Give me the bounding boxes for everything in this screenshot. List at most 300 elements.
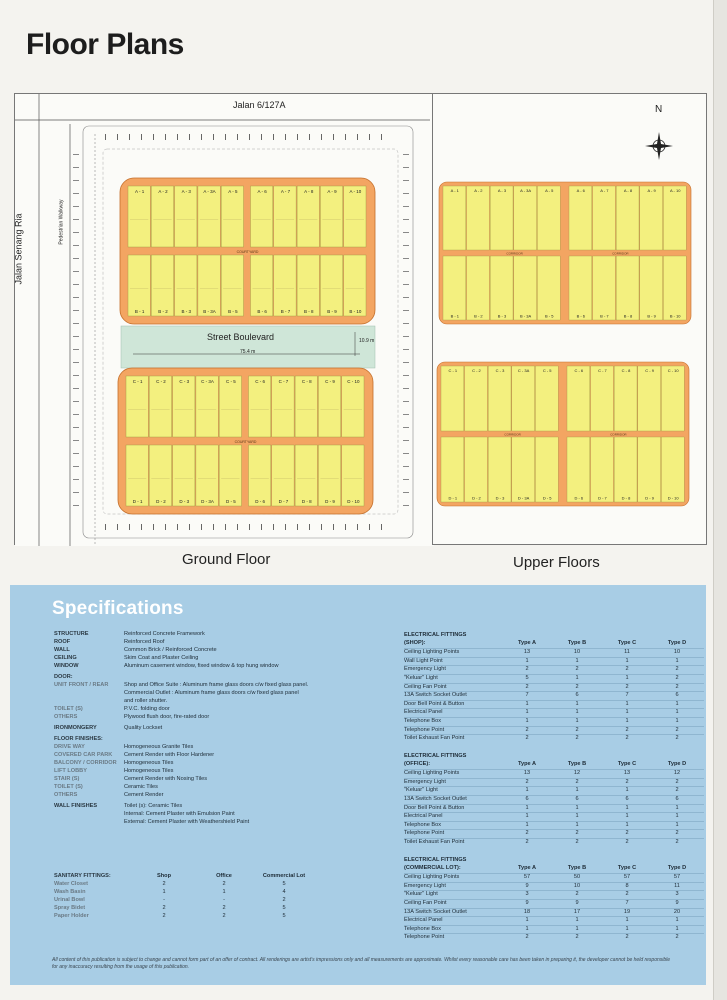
sanitary-value: 1 xyxy=(162,889,166,896)
elec-value: 1 xyxy=(575,657,579,664)
spec-row xyxy=(54,655,374,663)
elec-row xyxy=(404,795,704,804)
elec-col-header: Type B xyxy=(567,761,587,768)
unit-label: C - 3 xyxy=(179,379,190,384)
elec-item: Ceiling Fan Point xyxy=(404,683,447,690)
elec-item: Telephone Point xyxy=(404,934,445,941)
elec-heading-label: (OFFICE): xyxy=(404,761,431,768)
unit-cell xyxy=(128,255,150,316)
unit-label: D - 3A xyxy=(517,495,530,501)
sanitary-value: - xyxy=(223,897,225,904)
spec-key: OTHERS xyxy=(54,714,78,721)
elec-value: 1 xyxy=(525,657,529,664)
spec-row xyxy=(54,690,374,698)
spec-row xyxy=(54,682,374,690)
spec-row xyxy=(54,803,374,811)
elec-value: 5 xyxy=(525,674,529,681)
sanitary-value: 2 xyxy=(222,881,226,888)
unit-label: C - 5 xyxy=(225,379,236,384)
elec-row xyxy=(404,899,704,908)
unit-cell xyxy=(219,376,241,437)
elec-value: 1 xyxy=(575,917,579,924)
unit-label: A - 9 xyxy=(327,189,337,194)
elec-row xyxy=(404,829,704,838)
elec-item: Emergency Light xyxy=(404,666,446,673)
elec-value: 1 xyxy=(525,925,529,932)
electrical-shop-table xyxy=(404,631,704,743)
unit-cell xyxy=(467,256,490,320)
elec-value: 1 xyxy=(525,700,529,707)
spec-row xyxy=(54,674,374,682)
elec-col-header: Type C xyxy=(617,761,637,768)
elec-row xyxy=(404,657,704,666)
elec-value: 1 xyxy=(675,813,679,820)
elec-item: Ceiling Lighting Points xyxy=(404,874,460,881)
elec-col-header: Type D xyxy=(667,865,687,872)
spec-key: WALL xyxy=(54,647,70,654)
unit-label: A - 5 xyxy=(545,188,554,193)
elec-item: Toilet Exhaust Fan Point xyxy=(404,735,465,742)
elec-value: 2 xyxy=(675,934,679,941)
elec-value: 2 xyxy=(525,683,529,690)
elec-header-row xyxy=(404,865,704,874)
unit-cell xyxy=(537,256,560,320)
spec-row xyxy=(54,647,374,655)
elec-value: 2 xyxy=(525,735,529,742)
elec-value: 2 xyxy=(525,830,529,837)
elec-value: 12 xyxy=(673,770,681,777)
cd-upper-block xyxy=(437,362,689,506)
spec-value: Cement Render with Floor Hardener xyxy=(124,752,215,759)
elec-value: 6 xyxy=(675,795,679,802)
elec-row xyxy=(404,925,704,934)
elec-value: 1 xyxy=(675,821,679,828)
elec-value: 3 xyxy=(525,891,529,898)
unit-label: D - 8 xyxy=(301,499,312,504)
elec-item: 13A Switch Socket Outlet xyxy=(404,795,467,802)
unit-cell xyxy=(569,256,592,320)
spec-key: STAIR (S) xyxy=(54,776,80,783)
elec-value: 1 xyxy=(525,787,529,794)
unit-label: B - 2 xyxy=(474,313,483,319)
elec-heading-label: ELECTRICAL FITTINGS xyxy=(404,631,467,638)
elec-item: Door Bell Point & Button xyxy=(404,700,465,707)
spec-value: Homogeneous Tiles xyxy=(124,760,174,767)
corridor-label: CORRIDOR xyxy=(506,251,523,256)
sanitary-row xyxy=(54,881,344,889)
elec-value: 7 xyxy=(525,692,529,699)
unit-cell xyxy=(221,186,243,247)
unit-label: D - 10 xyxy=(667,495,679,501)
unit-cell xyxy=(535,366,558,431)
unit-cell xyxy=(591,437,614,502)
elec-value: 6 xyxy=(575,795,579,802)
elec-row xyxy=(404,778,704,787)
structure-spec-table xyxy=(54,631,374,827)
spec-row xyxy=(54,776,374,784)
elec-value: 9 xyxy=(675,899,679,906)
elec-value: 2 xyxy=(675,830,679,837)
unit-label: A - 3 xyxy=(181,189,191,194)
spec-row xyxy=(54,744,374,752)
unit-label: B - 8 xyxy=(623,313,633,319)
elec-item: "Keluar" Light xyxy=(404,674,438,681)
elec-row xyxy=(404,838,704,847)
spec-value: Cement Render with Nosing Tiles xyxy=(124,776,208,783)
elec-value: 18 xyxy=(523,908,531,915)
spec-value: and roller shutter. xyxy=(124,698,168,705)
unit-label: C - 1 xyxy=(448,368,458,373)
elec-value: 1 xyxy=(625,700,629,707)
ab-upper-block xyxy=(439,182,691,324)
spec-value: Reinforced Concrete Framework xyxy=(124,631,205,638)
unit-label: C - 3 xyxy=(495,368,505,373)
unit-cell xyxy=(149,376,171,437)
unit-cell xyxy=(272,445,294,506)
unit-label: B - 7 xyxy=(600,313,609,319)
sanitary-col-header: Commercial Lot xyxy=(262,873,306,880)
unit-cell xyxy=(640,256,663,320)
unit-label: D - 10 xyxy=(347,499,360,504)
spec-key: TOILET (S) xyxy=(54,706,83,713)
elec-value: 1 xyxy=(675,709,679,716)
unit-cell xyxy=(342,445,364,506)
unit-label: C - 2 xyxy=(472,368,481,373)
courtyard-label: COURTYARD xyxy=(234,440,257,444)
unit-label: A - 3A xyxy=(520,188,532,193)
elec-row xyxy=(404,812,704,821)
cd-block xyxy=(118,368,373,514)
sanitary-col-header: Shop xyxy=(157,873,171,880)
elec-value: 1 xyxy=(575,821,579,828)
spec-value: Shop and Office Suite : Aluminum frame glass doors c/w fixed glass panel. xyxy=(124,682,309,689)
elec-header-row xyxy=(404,640,704,649)
elec-item: Door Bell Point & Button xyxy=(404,804,465,811)
elec-row xyxy=(404,726,704,735)
unit-label: C - 10 xyxy=(347,379,360,384)
disclaimer-footnote: All content of this publication is subject to change and cannot form part of an offer of contract. All renderings are artist's impressions only and all measurements are approximate. Whilst every reasonable care has been taken in preparing it, the developer cannot be held responsible for any inaccuracy resulting from the usage of this publication. xyxy=(52,957,671,970)
spec-value: Homogeneous Tiles xyxy=(124,768,174,775)
elec-value: 3 xyxy=(675,891,679,898)
boulevard-label: Street Boulevard xyxy=(207,332,275,342)
spec-row xyxy=(54,760,374,768)
ground-floor-plan xyxy=(14,93,433,545)
elec-row xyxy=(404,717,704,726)
spec-value: Plywood flush door, fire-rated door xyxy=(124,714,210,721)
elec-value: 17 xyxy=(573,908,581,915)
unit-label: D - 3 xyxy=(495,495,505,501)
compass-icon xyxy=(645,132,673,160)
spec-value: External: Cement Plaster with Weathershield Paint xyxy=(124,819,250,826)
unit-cell xyxy=(661,366,684,431)
unit-label: C - 1 xyxy=(132,379,143,384)
unit-cell xyxy=(488,366,511,431)
unit-label: C - 7 xyxy=(278,379,289,384)
elec-value: 1 xyxy=(625,657,629,664)
spec-value: Cement Render xyxy=(124,792,164,799)
sanitary-value: 2 xyxy=(162,881,166,888)
sanitary-item: Urinal Bowl xyxy=(54,897,85,904)
elec-row xyxy=(404,683,704,692)
unit-cell xyxy=(173,376,195,437)
elec-value: 1 xyxy=(575,674,579,681)
unit-label: D - 2 xyxy=(472,495,481,501)
unit-cell xyxy=(443,256,466,320)
elec-value: 8 xyxy=(625,882,629,889)
unit-cell xyxy=(512,437,535,502)
sanitary-value: 2 xyxy=(162,905,166,912)
elec-item: Telephone Point xyxy=(404,830,445,837)
spec-key: TOILET (S) xyxy=(54,784,83,791)
unit-label: C - 9 xyxy=(645,368,654,373)
unit-cell xyxy=(490,256,513,320)
elec-item: Telephone Point xyxy=(404,726,445,733)
spec-key: LIFT LOBBY xyxy=(54,768,87,775)
elec-value: 6 xyxy=(625,795,629,802)
unit-cell xyxy=(342,376,364,437)
unit-cell xyxy=(616,186,639,250)
elec-item: Toilet Exhaust Fan Point xyxy=(404,838,465,845)
unit-cell xyxy=(126,376,148,437)
page-edge xyxy=(713,0,727,1000)
unit-label: A - 10 xyxy=(349,189,362,194)
spec-key: WALL FINISHES xyxy=(54,803,98,810)
unit-cell xyxy=(537,186,560,250)
elec-value: 11 xyxy=(674,882,680,889)
elec-col-header: Type A xyxy=(517,761,537,768)
elec-value: 2 xyxy=(675,666,679,673)
elec-row xyxy=(404,708,704,717)
elec-heading-label: (COMMERCIAL LOT): xyxy=(404,865,461,872)
spec-key: FLOOR FINISHES: xyxy=(54,736,103,743)
elec-value: 1 xyxy=(575,813,579,820)
unit-label: A - 2 xyxy=(158,189,168,194)
courtyard-label: COURTYARD xyxy=(236,250,259,254)
spec-key: OTHERS xyxy=(54,792,78,799)
elec-row xyxy=(404,648,704,657)
ground-floor-caption: Ground Floor xyxy=(182,551,271,568)
unit-label: B - 3A xyxy=(203,309,216,314)
elec-item: Telephone Box xyxy=(404,821,442,828)
elec-item: "Keluar" Light xyxy=(404,891,438,898)
elec-col-header: Type D xyxy=(667,761,687,768)
unit-cell xyxy=(249,445,271,506)
elec-row xyxy=(404,674,704,683)
unit-label: A - 8 xyxy=(304,189,314,194)
elec-item: "Keluar" Light xyxy=(404,787,438,794)
elec-value: 1 xyxy=(525,717,529,724)
unit-cell xyxy=(514,186,537,250)
unit-cell xyxy=(272,376,294,437)
unit-label: D - 7 xyxy=(598,495,607,501)
elec-header-row xyxy=(404,761,704,770)
unit-cell xyxy=(151,186,173,247)
unit-label: A - 2 xyxy=(474,188,483,193)
elec-item: Ceiling Lighting Points xyxy=(404,649,460,656)
unit-label: A - 1 xyxy=(135,189,145,194)
electrical-office-table xyxy=(404,752,704,847)
spec-row xyxy=(54,631,374,639)
elec-value: 2 xyxy=(575,726,579,733)
unit-label: B - 9 xyxy=(327,309,337,314)
elec-value: 2 xyxy=(625,838,629,845)
sanitary-value: 5 xyxy=(282,913,286,920)
elec-value: 6 xyxy=(525,795,529,802)
sanitary-row xyxy=(54,913,344,921)
sanitary-item: Spray Bidet xyxy=(54,905,86,912)
sanitary-heading: SANITARY FITTINGS: xyxy=(54,873,111,880)
elec-value: 1 xyxy=(675,917,679,924)
unit-label: A - 3A xyxy=(203,189,216,194)
unit-label: C - 10 xyxy=(667,368,679,373)
elec-value: 2 xyxy=(625,891,629,898)
spec-value: Internal: Cement Plaster with Emulsion Paint xyxy=(124,811,235,818)
unit-cell xyxy=(441,366,464,431)
sanitary-value: 4 xyxy=(282,889,286,896)
spec-row xyxy=(54,663,374,671)
unit-label: A - 6 xyxy=(257,189,267,194)
elec-col-header: Type A xyxy=(517,640,537,647)
unit-label: A - 6 xyxy=(576,188,585,193)
elec-value: 1 xyxy=(625,925,629,932)
sanitary-value: - xyxy=(163,897,165,904)
elec-col-header: Type C xyxy=(617,865,637,872)
elec-row xyxy=(404,882,704,891)
unit-label: C - 8 xyxy=(621,368,631,373)
elec-value: 13 xyxy=(623,770,631,777)
unit-label: A - 1 xyxy=(450,188,459,193)
elec-row xyxy=(404,804,704,813)
unit-cell xyxy=(320,255,342,316)
elec-value: 13 xyxy=(523,649,531,656)
unit-cell xyxy=(318,445,340,506)
sanitary-item: Wash Basin xyxy=(54,889,86,896)
elec-item: Telephone Box xyxy=(404,925,442,932)
elec-item: Telephone Box xyxy=(404,717,442,724)
unit-label: D - 9 xyxy=(645,495,654,501)
spec-row xyxy=(54,714,374,722)
elec-value: 2 xyxy=(675,674,679,681)
spec-value: Reinforced Roof xyxy=(124,639,165,646)
spec-key: ROOF xyxy=(54,639,71,646)
north-label: N xyxy=(655,104,663,115)
unit-label: B - 6 xyxy=(576,313,586,319)
elec-item: Electrical Panel xyxy=(404,813,443,820)
unit-label: D - 7 xyxy=(278,499,289,504)
unit-cell xyxy=(593,256,616,320)
unit-label: B - 8 xyxy=(303,309,314,314)
sanitary-item: Water Closet xyxy=(54,881,88,888)
spec-row xyxy=(54,819,374,827)
spec-key: BALCONY / CORRIDOR xyxy=(54,760,117,767)
sanitary-value: 2 xyxy=(222,905,226,912)
unit-label: A - 10 xyxy=(669,188,681,193)
elec-value: 2 xyxy=(625,830,629,837)
unit-label: B - 5 xyxy=(544,313,554,319)
spec-key: UNIT FRONT / REAR xyxy=(54,682,109,689)
elec-value: 20 xyxy=(673,908,681,915)
elec-value: 1 xyxy=(625,709,629,716)
unit-cell xyxy=(567,366,590,431)
unit-label: A - 9 xyxy=(647,188,656,193)
spec-key: DRIVE WAY xyxy=(54,744,85,751)
unit-cell xyxy=(567,437,590,502)
unit-label: D - 1 xyxy=(448,495,458,501)
elec-value: 2 xyxy=(675,838,679,845)
upper-floors-drawing xyxy=(433,94,708,546)
elec-value: 50 xyxy=(573,874,581,881)
unit-cell xyxy=(512,366,535,431)
unit-label: C - 5 xyxy=(542,368,552,373)
elec-value: 1 xyxy=(575,925,579,932)
elec-value: 2 xyxy=(675,787,679,794)
elec-item: Emergency Light xyxy=(404,882,446,889)
elec-value: 1 xyxy=(525,821,529,828)
spec-value: Skim Coat and Plaster Ceiling xyxy=(124,655,199,662)
unit-cell xyxy=(616,256,639,320)
unit-cell xyxy=(661,437,684,502)
elec-heading xyxy=(404,752,704,761)
elec-value: 1 xyxy=(575,787,579,794)
unit-cell xyxy=(251,186,273,247)
elec-value: 2 xyxy=(675,726,679,733)
unit-cell xyxy=(514,256,537,320)
elec-heading-label: ELECTRICAL FITTINGS xyxy=(404,856,467,863)
unit-cell xyxy=(173,445,195,506)
elec-value: 1 xyxy=(625,674,629,681)
elec-value: 10 xyxy=(573,882,581,889)
elec-value: 2 xyxy=(625,726,629,733)
elec-value: 1 xyxy=(625,821,629,828)
elec-value: 1 xyxy=(525,804,529,811)
sanitary-col-header: Office xyxy=(216,873,232,880)
spec-row xyxy=(54,639,374,647)
unit-cell xyxy=(591,366,614,431)
unit-label: A - 7 xyxy=(600,188,609,193)
elec-row xyxy=(404,691,704,700)
elec-value: 2 xyxy=(525,838,529,845)
elec-row xyxy=(404,734,704,743)
unit-cell xyxy=(663,186,686,250)
elec-value: 2 xyxy=(575,830,579,837)
sanitary-row xyxy=(54,889,344,897)
unit-cell xyxy=(128,186,150,247)
elec-value: 57 xyxy=(623,874,631,881)
elec-value: 9 xyxy=(575,899,579,906)
unit-cell xyxy=(490,186,513,250)
sanitary-row xyxy=(54,905,344,913)
spec-row xyxy=(54,768,374,776)
sanitary-value: 5 xyxy=(282,905,286,912)
elec-value: 1 xyxy=(675,804,679,811)
unit-cell xyxy=(465,437,488,502)
spec-value: Commercial Outlet : Aluminum frame glass doors c/w fixed glass panel xyxy=(124,690,299,697)
unit-cell xyxy=(274,255,296,316)
boulevard-width: 75.4 m xyxy=(240,349,256,355)
elec-value: 2 xyxy=(625,735,629,742)
unit-label: B - 3A xyxy=(520,313,532,319)
elec-value: 1 xyxy=(625,804,629,811)
unit-cell xyxy=(221,255,243,316)
elec-row xyxy=(404,665,704,674)
unit-label: A - 8 xyxy=(623,188,633,193)
elec-row xyxy=(404,916,704,925)
unit-cell xyxy=(344,255,366,316)
elec-item: Electrical Panel xyxy=(404,709,443,716)
elec-value: 6 xyxy=(675,692,679,699)
unit-cell xyxy=(196,445,218,506)
elec-item: 13A Switch Socket Outlet xyxy=(404,908,467,915)
